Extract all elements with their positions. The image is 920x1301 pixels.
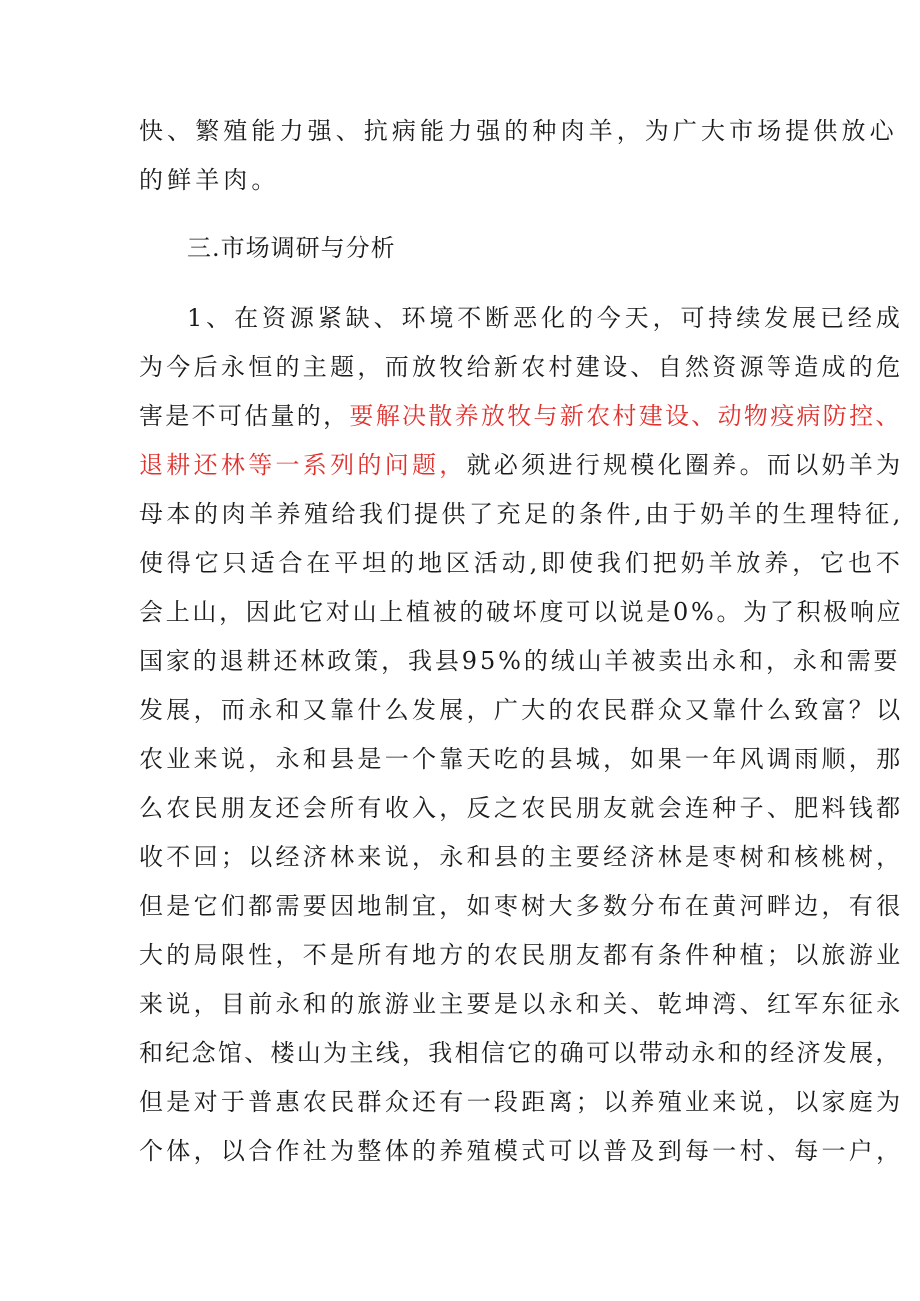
text-line: 快、繁殖能力强、抗病能力强的种肉羊，为广大市场提供放心	[139, 117, 898, 145]
text-line: 但是对于普惠农民群众还有一段距离；以养殖业来说，以家庭为	[139, 1088, 904, 1116]
highlighted-text: 要解决散养放牧与新农村建设、动物疫病防控、	[349, 402, 902, 430]
text-line: 农业来说，永和县是一个靠天吃的县城，如果一年风调雨顺，那	[139, 745, 904, 773]
text-line: 但是它们都需要因地制宜，如枣树大多数分布在黄河畔边，有很	[139, 892, 904, 920]
highlighted-text: 退耕还林等一系列的问题，	[139, 451, 467, 479]
text-line: 为今后永恒的主题，而放牧给新农村建设、自然资源等造成的危	[139, 353, 904, 381]
text-line: 来说，目前永和的旅游业主要是以永和关、乾坤湾、红军东征永	[139, 990, 904, 1018]
text-line	[139, 401, 902, 431]
text-segment: 就必须进行规模化圈养。而以奶羊为	[466, 451, 904, 479]
text-line: 发展，而永和又靠什么发展，广大的农民群众又靠什么致富？以	[139, 696, 904, 724]
text-line: 国家的退耕还林政策，我县95%的绒山羊被卖出永和，永和需要	[139, 647, 901, 675]
text-line: 么农民朋友还会所有收入，反之农民朋友就会连种子、肥料钱都	[139, 794, 904, 822]
text-line: 会上山，因此它对山上植被的破坏度可以说是0%。为了积极响应	[139, 598, 904, 626]
section-heading: 三.市场调研与分析	[187, 234, 396, 262]
text-line	[139, 450, 903, 480]
text-line: 使得它只适合在平坦的地区活动,即使我们把奶羊放养，它也不	[139, 549, 904, 577]
text-line: 收不回；以经济林来说，永和县的主要经济林是枣树和核桃树，	[139, 843, 904, 871]
text-line: 和纪念馆、楼山为主线，我相信它的确可以带动永和的经济发展，	[139, 1039, 902, 1067]
text-line: 的鲜羊肉。	[139, 166, 280, 194]
text-line: 个体，以合作社为整体的养殖模式可以普及到每一村、每一户，	[139, 1137, 904, 1165]
text-segment: 害是不可估量的，	[139, 402, 350, 430]
text-line: 1、在资源紧缺、环境不断恶化的今天，可持续发展已经成	[187, 304, 904, 332]
text-line: 母本的肉羊养殖给我们提供了充足的条件,由于奶羊的生理特征,	[139, 500, 904, 528]
text-line: 大的局限性，不是所有地方的农民朋友都有条件种植；以旅游业	[139, 941, 904, 969]
